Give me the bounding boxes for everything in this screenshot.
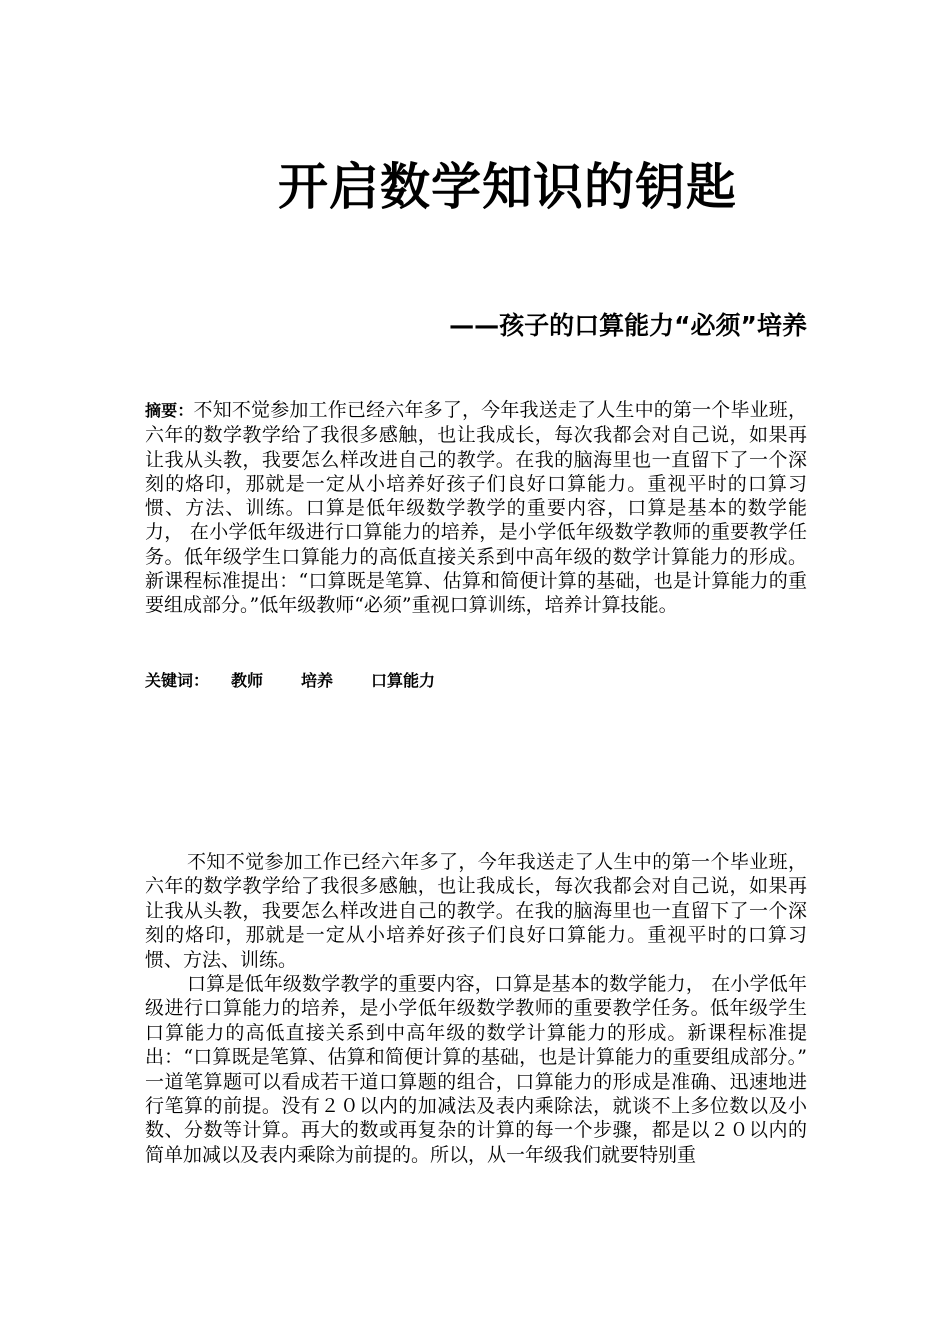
body-paragraph: 口算是低年级数学教学的重要内容，口算是基本的数学能力， 在小学低年级进行口算能力的培养，是小学低年级数学教师的重要教学任务。低年级学生口算能力的高低直接关系到中高年级的数学计算能力的形成。新课程标准提出：“口算既是笔算、估算和简便计算的基础，也是计算能力的重要组成部分。” 一道笔算题可以看成若干道口算题的组合，口算能力的形成是准确、迅速地进行笔算的前提。没有２０以内的加减法及表内乘除法，就谈不上多位数以及小数、分数等计算。再大的数或再复杂的计算的每一个步骤，都是以２０以内的简单加减以及表内乘除为前提的。所以，从一年级我们就要特别重	[145, 973, 807, 1166]
abstract-label: 摘要：	[145, 401, 194, 420]
body-text	[145, 850, 807, 1167]
page-subtitle: ——孩子的口算能力“必须”培养	[449, 311, 807, 340]
keywords-label: 关键词：	[145, 671, 210, 690]
abstract	[145, 398, 807, 618]
abstract-text: 不知不觉参加工作已经六年多了，今年我送走了人生中的第一个毕业班，六年的数学教学给了我很多感触，也让我成长，每次我都会对自己说，如果再让我从头教，我要怎么样改进自己的教学。在我的脑海里也一直留下了一个深刻的烙印，那就是一定从小培养好孩子们良好口算能力。重视平时的口算习惯、方法、训练。口算是低年级数学教学的重要内容，口算是基本的数学能力， 在小学低年级进行口算能力的培养，是小学低年级数学教师的重要教学任务。低年级学生口算能力的高低直接关系到中高年级的数学计算能力的形成。新课程标准提出：“口算既是笔算、估算和简便计算的基础，也是计算能力的重要组成部分。”低年级教师“必须”重视口算训练，培养计算技能。	[145, 399, 807, 617]
keywords	[145, 670, 807, 692]
keyword: 口算能力	[371, 671, 436, 690]
body-paragraph: 不知不觉参加工作已经六年多了，今年我送走了人生中的第一个毕业班，六年的数学教学给了我很多感触，也让我成长，每次我都会对自己说，如果再让我从头教，我要怎么样改进自己的教学。在我的脑海里也一直留下了一个深刻的烙印，那就是一定从小培养好孩子们良好口算能力。重视平时的口算习惯、方法、训练。	[145, 851, 807, 971]
keyword: 教师	[231, 671, 264, 690]
page-title: 开启数学知识的钥匙	[278, 158, 737, 216]
keyword: 培养	[301, 671, 334, 690]
